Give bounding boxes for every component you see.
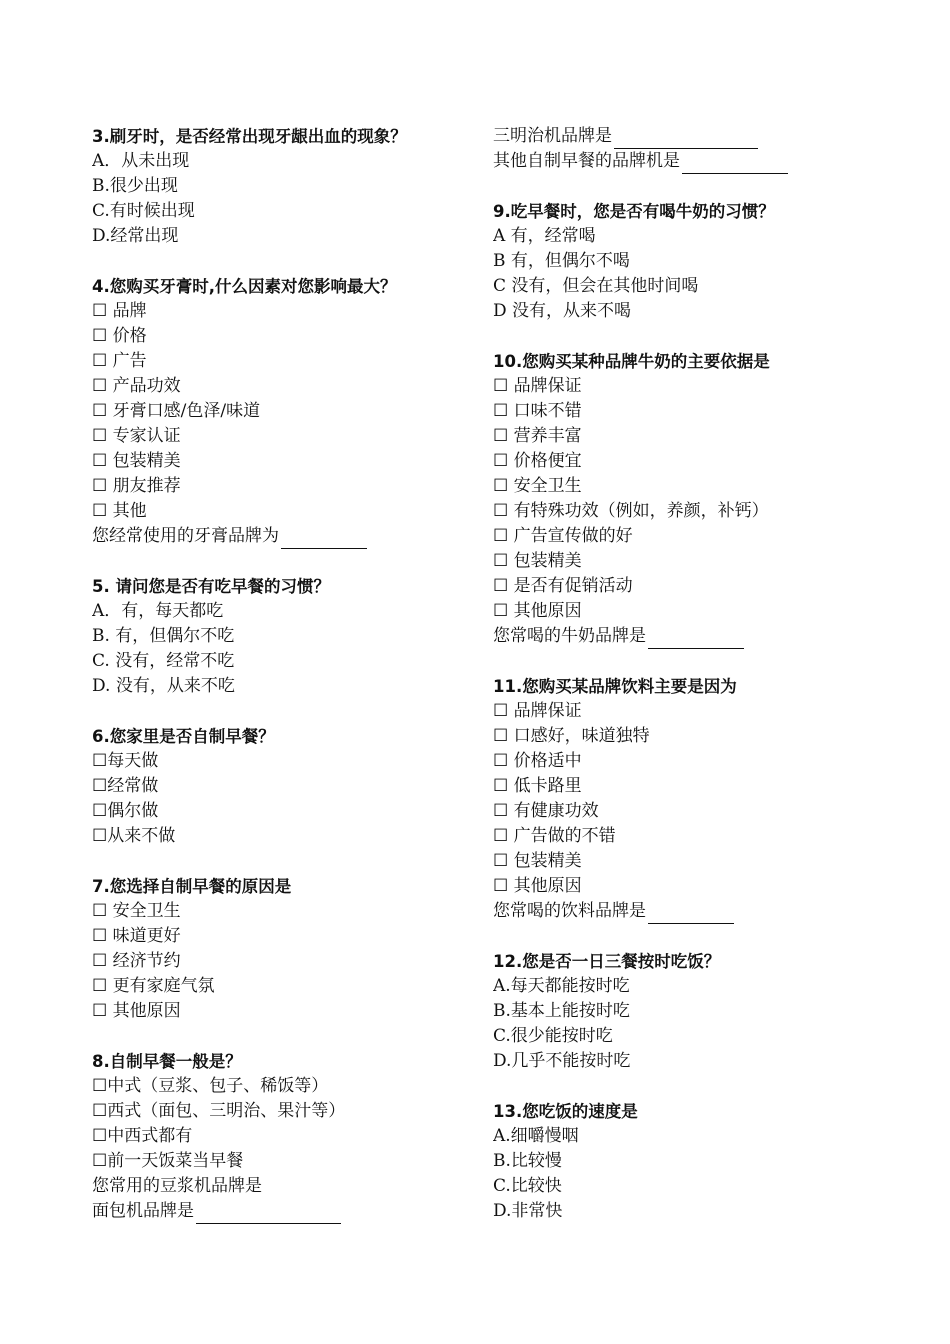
option-line xyxy=(493,824,913,849)
option-line xyxy=(92,299,492,324)
option-text: ☐ 是否有促销活动 xyxy=(493,576,633,596)
answer-blank-line[interactable] xyxy=(196,1203,341,1224)
option-text: ☐ 价格适中 xyxy=(493,751,582,771)
option-text: A 有，经常喝 xyxy=(493,226,596,246)
option-line xyxy=(493,424,913,449)
option-text: D. 没有，从来不吃 xyxy=(92,676,235,696)
option-text: ☐中式（豆浆、包子、稀饭等） xyxy=(92,1076,329,1096)
option-text: ☐ 低卡路里 xyxy=(493,776,582,796)
option-text: ☐ 品牌保证 xyxy=(493,376,582,396)
option-text: ☐经常做 xyxy=(92,776,159,796)
option-line xyxy=(493,1199,913,1224)
option-text: A.每天都能按时吃 xyxy=(493,976,630,996)
option-line xyxy=(493,524,913,549)
right-column xyxy=(493,124,913,1249)
option-line xyxy=(493,374,913,399)
answer-blank-line[interactable] xyxy=(682,153,788,174)
option-line xyxy=(493,1049,913,1074)
option-line xyxy=(493,699,913,724)
option-text: C.很少能按时吃 xyxy=(493,1026,613,1046)
option-line xyxy=(92,924,492,949)
option-text: ☐ 安全卫生 xyxy=(493,476,582,496)
question-title: 6.您家里是否自制早餐？ xyxy=(92,727,275,746)
option-line xyxy=(493,874,913,899)
option-text: B.很少出现 xyxy=(92,176,178,196)
option-text: ☐ 品牌 xyxy=(92,301,147,321)
option-line xyxy=(92,474,492,499)
option-line xyxy=(493,624,913,649)
option-text: ☐ 包装精美 xyxy=(493,551,582,571)
option-line xyxy=(493,499,913,524)
option-text: ☐ 营养丰富 xyxy=(493,426,582,446)
option-text: B.比较慢 xyxy=(493,1151,562,1171)
option-text: 其他自制早餐的品牌机是 xyxy=(493,151,680,171)
option-line xyxy=(493,974,913,999)
option-line xyxy=(92,424,492,449)
option-text: ☐ 包装精美 xyxy=(493,851,582,871)
question-block xyxy=(92,124,492,249)
option-line xyxy=(92,449,492,474)
option-line xyxy=(92,1174,492,1199)
question-title: 7.您选择自制早餐的原因是 xyxy=(92,877,292,896)
left-column xyxy=(92,124,492,1249)
option-text: ☐ 味道更好 xyxy=(92,926,181,946)
option-line xyxy=(92,674,492,699)
option-line xyxy=(92,1149,492,1174)
question-block xyxy=(92,274,492,549)
question-title: 8.自制早餐一般是？ xyxy=(92,1052,242,1071)
option-text: A．从未出现 xyxy=(92,151,190,171)
option-line xyxy=(92,749,492,774)
option-line xyxy=(493,299,913,324)
option-text: D.几乎不能按时吃 xyxy=(493,1051,631,1071)
question-title: 13.您吃饭的速度是 xyxy=(493,1102,638,1121)
option-line xyxy=(493,799,913,824)
option-line xyxy=(92,599,492,624)
option-text: ☐ 其他原因 xyxy=(493,601,582,621)
answer-blank-line[interactable] xyxy=(648,628,744,649)
option-text: ☐ 牙膏口感/色泽/味道 xyxy=(92,401,261,421)
option-line xyxy=(92,999,492,1024)
option-line xyxy=(493,899,913,924)
option-line xyxy=(92,799,492,824)
option-line xyxy=(92,624,492,649)
question-title: 4.您购买牙膏时,什么因素对您影响最大？ xyxy=(92,277,397,296)
option-text: ☐ 价格 xyxy=(92,326,147,346)
option-line xyxy=(92,1074,492,1099)
option-line xyxy=(92,349,492,374)
option-text: ☐ 品牌保证 xyxy=(493,701,582,721)
question-block xyxy=(493,949,913,1074)
question-block xyxy=(493,124,913,174)
option-line xyxy=(493,1174,913,1199)
option-text: A．有，每天都吃 xyxy=(92,601,224,621)
option-text: A.细嚼慢咽 xyxy=(493,1126,579,1146)
question-block xyxy=(92,574,492,699)
option-line xyxy=(92,224,492,249)
option-text: ☐偶尔做 xyxy=(92,801,159,821)
option-text: ☐ 有特殊功效（例如，养颜，补钙） xyxy=(493,501,769,521)
question-title: 3.刷牙时，是否经常出现牙龈出血的现象？ xyxy=(92,127,407,146)
option-text: ☐ 口感好，味道独特 xyxy=(493,726,650,746)
question-title: 10.您购买某种品牌牛奶的主要依据是 xyxy=(493,352,770,371)
option-line xyxy=(92,499,492,524)
question-block xyxy=(92,724,492,849)
option-text: ☐ 有健康功效 xyxy=(493,801,599,821)
option-line xyxy=(493,999,913,1024)
option-text: ☐ 价格便宜 xyxy=(493,451,582,471)
option-line xyxy=(92,149,492,174)
option-text: ☐ 口味不错 xyxy=(493,401,582,421)
option-line xyxy=(92,524,492,549)
question-block xyxy=(493,674,913,924)
option-text: C.比较快 xyxy=(493,1176,562,1196)
option-text: C 没有，但会在其他时间喝 xyxy=(493,276,699,296)
option-text: B.基本上能按时吃 xyxy=(493,1001,630,1021)
option-line xyxy=(92,1124,492,1149)
option-text: ☐ 经济节约 xyxy=(92,951,181,971)
option-line xyxy=(92,974,492,999)
option-text: ☐每天做 xyxy=(92,751,159,771)
option-line xyxy=(493,1149,913,1174)
answer-blank-line[interactable] xyxy=(281,528,367,549)
option-line xyxy=(493,399,913,424)
option-text: ☐ 其他原因 xyxy=(493,876,582,896)
option-text: 您经常使用的牙膏品牌为 xyxy=(92,526,279,546)
option-line xyxy=(493,124,913,149)
option-text: B. 有，但偶尔不吃 xyxy=(92,626,235,646)
option-line xyxy=(493,249,913,274)
option-line xyxy=(92,399,492,424)
option-line xyxy=(92,199,492,224)
question-block xyxy=(493,349,913,649)
option-text: ☐ 广告宣传做的好 xyxy=(493,526,633,546)
option-line xyxy=(493,149,913,174)
option-text: B 有，但偶尔不喝 xyxy=(493,251,630,271)
option-text: ☐前一天饭菜当早餐 xyxy=(92,1151,244,1171)
option-line xyxy=(92,1099,492,1124)
option-text: C. 没有，经常不吃 xyxy=(92,651,235,671)
question-title: 9.吃早餐时，您是否有喝牛奶的习惯？ xyxy=(493,202,775,221)
option-line xyxy=(493,774,913,799)
option-line xyxy=(92,1199,492,1224)
option-line xyxy=(493,599,913,624)
option-line xyxy=(493,449,913,474)
option-text: ☐ 安全卫生 xyxy=(92,901,181,921)
option-line xyxy=(92,374,492,399)
option-line xyxy=(92,949,492,974)
answer-blank-line[interactable] xyxy=(648,903,734,924)
option-text: ☐西式（面包、三明治、果汁等） xyxy=(92,1101,346,1121)
option-line xyxy=(493,274,913,299)
option-text: D 没有，从来不喝 xyxy=(493,301,632,321)
option-text: ☐ 朋友推荐 xyxy=(92,476,181,496)
option-line xyxy=(92,899,492,924)
option-text: ☐ 包装精美 xyxy=(92,451,181,471)
option-line xyxy=(493,749,913,774)
question-block xyxy=(92,874,492,1024)
option-text: ☐ 其他原因 xyxy=(92,1001,181,1021)
option-line xyxy=(493,1024,913,1049)
option-line xyxy=(92,324,492,349)
question-title: 12.您是否一日三餐按时吃饭？ xyxy=(493,952,721,971)
option-text: 三明治机品牌是 xyxy=(493,126,612,146)
option-text: D.经常出现 xyxy=(92,226,179,246)
option-line xyxy=(493,1124,913,1149)
option-text: ☐从来不做 xyxy=(92,826,176,846)
option-text: ☐ 其他 xyxy=(92,501,147,521)
option-line xyxy=(493,849,913,874)
option-line xyxy=(493,574,913,599)
option-text: 您常用的豆浆机品牌是 xyxy=(92,1176,262,1196)
option-line xyxy=(92,649,492,674)
option-text: D.非常快 xyxy=(493,1201,563,1221)
option-text: 面包机品牌是 xyxy=(92,1201,194,1221)
question-block xyxy=(92,1049,492,1224)
option-text: ☐ 广告 xyxy=(92,351,147,371)
option-text: 您常喝的牛奶品牌是 xyxy=(493,626,646,646)
option-line xyxy=(92,174,492,199)
option-text: ☐ 专家认证 xyxy=(92,426,181,446)
question-title: 5. 请问您是否有吃早餐的习惯？ xyxy=(92,577,330,596)
option-text: ☐ 更有家庭气氛 xyxy=(92,976,215,996)
option-line xyxy=(493,724,913,749)
option-line xyxy=(493,474,913,499)
option-text: C.有时候出现 xyxy=(92,201,195,221)
option-text: ☐ 产品功效 xyxy=(92,376,181,396)
option-text: 您常喝的饮料品牌是 xyxy=(493,901,646,921)
option-line xyxy=(92,824,492,849)
option-line xyxy=(493,224,913,249)
option-text: ☐ 广告做的不错 xyxy=(493,826,616,846)
question-block xyxy=(493,199,913,324)
question-title: 11.您购买某品牌饮料主要是因为 xyxy=(493,677,737,696)
option-line xyxy=(92,774,492,799)
answer-blank-line[interactable] xyxy=(614,128,758,149)
question-block xyxy=(493,1099,913,1224)
option-line xyxy=(493,549,913,574)
option-text: ☐中西式都有 xyxy=(92,1126,193,1146)
